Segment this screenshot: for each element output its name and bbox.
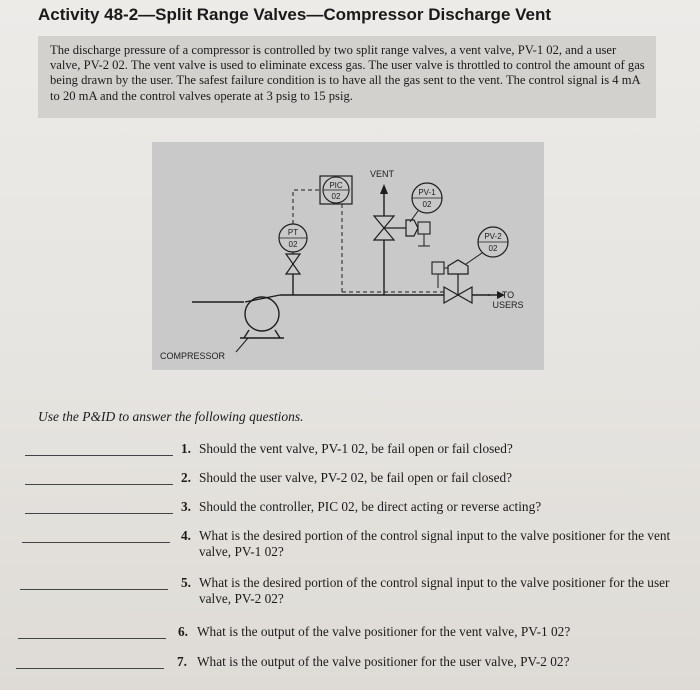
- pid-diagram: [152, 142, 544, 370]
- question-text: What is the output of the valve positioner for the vent valve, PV-1 02?: [197, 624, 571, 639]
- instructions: Use the P&ID to answer the following questions.: [38, 409, 304, 424]
- pid-drawing: [152, 142, 544, 370]
- pt-number: 02: [288, 240, 298, 249]
- answer-blank-5[interactable]: [20, 589, 168, 590]
- pic-number: 02: [331, 192, 341, 201]
- question-text: What is the desired portion of the control signal input to the valve positioner for the user valve, PV-2 02?: [199, 575, 670, 606]
- intro-text: The discharge pressure of a compressor is controlled by two split range valves, a vent valve, PV-1 02, and a user valve, PV-2 02. The vent valve is used to eliminate excess gas. The user valve is throttled to control the amount of gas being drawn by the user. The safest failure condition is to have all the gas sent to the vent. The control signal is 4 mA to 20 mA and the control valves operate at 3 psig to 15 psig.: [50, 43, 645, 103]
- question-text: Should the controller, PIC 02, be direct acting or reverse acting?: [199, 499, 542, 514]
- question-number: 2.: [181, 470, 191, 485]
- pv2-number: 02: [488, 244, 498, 253]
- question-text: What is the desired portion of the control signal input to the valve positioner for the vent valve, PV-1 02?: [199, 528, 671, 559]
- pt-tag: PT: [287, 228, 299, 237]
- question-number: 7.: [177, 654, 187, 669]
- question-number: 3.: [181, 499, 191, 514]
- answer-blank-7[interactable]: [16, 668, 164, 669]
- pv2-tag: PV-2: [484, 232, 502, 241]
- vent-arrow: [380, 184, 388, 194]
- pv1-tag: PV-1: [418, 188, 436, 197]
- answer-blank-3[interactable]: [25, 513, 173, 514]
- pic-tag: PIC: [329, 181, 343, 190]
- question-number: 4.: [181, 528, 191, 543]
- answer-blank-2[interactable]: [25, 484, 173, 485]
- question-text: What is the output of the valve positioner for the user valve, PV-2 02?: [197, 654, 570, 669]
- question-text: Should the user valve, PV-2 02, be fail open or fail closed?: [199, 470, 513, 485]
- question-number: 5.: [181, 575, 191, 590]
- answer-blank-6[interactable]: [18, 638, 166, 639]
- question-text: Should the vent valve, PV-1 02, be fail open or fail closed?: [199, 441, 513, 456]
- vent-label: VENT: [370, 169, 395, 179]
- answer-blank-1[interactable]: [25, 455, 173, 456]
- compressor-symbol: [240, 295, 284, 338]
- question-number: 6.: [178, 624, 188, 639]
- answer-blank-4[interactable]: [22, 542, 170, 543]
- users-label: USERS: [492, 300, 524, 310]
- to-label: TO: [501, 290, 515, 300]
- intro-box: [38, 36, 656, 118]
- pv1-number: 02: [422, 200, 432, 209]
- compressor-label: COMPRESSOR: [160, 351, 226, 361]
- activity-title: Activity 48-2—Split Range Valves—Compressor Discharge Vent: [38, 5, 552, 24]
- question-number: 1.: [181, 441, 191, 456]
